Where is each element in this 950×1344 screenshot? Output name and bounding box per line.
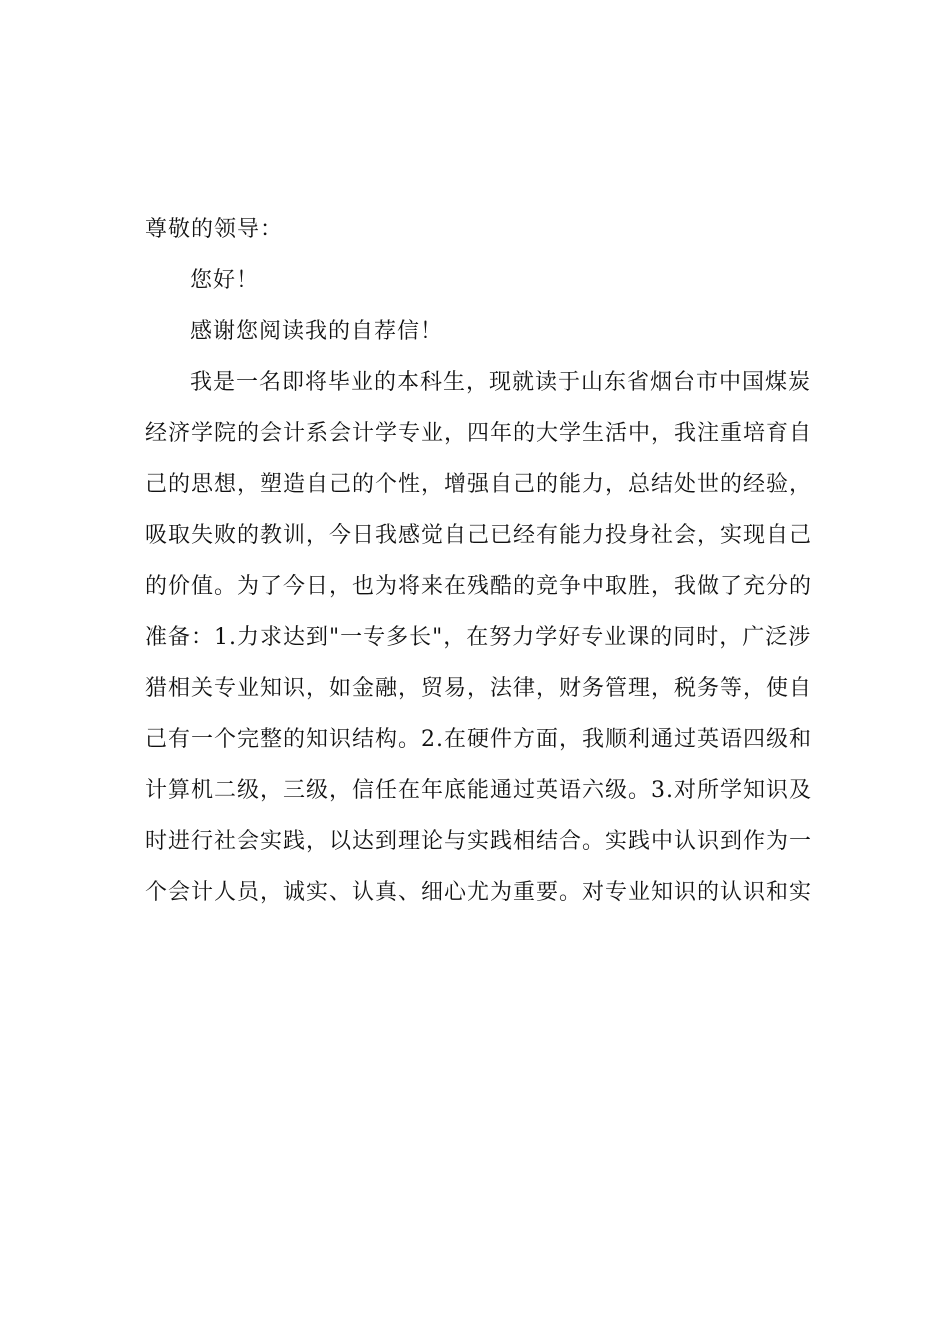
greeting: 您好！ xyxy=(190,268,260,293)
thanks-line: 感谢您阅读我的自荐信！ xyxy=(190,319,444,344)
body-line: 我是一名即将毕业的本科生，现就读于山东省烟台市中国煤炭 xyxy=(190,370,812,395)
body-line: 时进行社会实践，以达到理论与实践相结合。实践中认识到作为一 xyxy=(145,829,813,854)
body-paragraph xyxy=(145,357,813,918)
body-line: 的价值。为了今日，也为将来在残酷的竞争中取胜，我做了充分的 xyxy=(145,574,813,599)
body-line: 猎相关专业知识，如金融，贸易，法律，财务管理，税务等，使自 xyxy=(145,676,813,701)
letter-body xyxy=(145,204,813,918)
salutation: 尊敬的领导： xyxy=(145,217,284,242)
body-line: 计算机二级，三级，信任在年底能通过英语六级。3.对所学知识及 xyxy=(145,778,812,803)
body-line: 吸取失败的教训，今日我感觉自己已经有能力投身社会，实现自己 xyxy=(145,523,813,548)
body-line: 个会计人员，诚实、认真、细心尤为重要。对专业知识的认识和实 xyxy=(145,880,813,905)
body-line: 己的思想，塑造自己的个性，增强自己的能力，总结处世的经验， xyxy=(145,472,813,497)
body-line: 己有一个完整的知识结构。2.在硬件方面，我顺利通过英语四级和 xyxy=(145,727,812,752)
body-line: 准备：1.力求达到"一专多长"，在努力学好专业课的同时，广泛涉 xyxy=(145,625,812,650)
body-line: 经济学院的会计系会计学专业，四年的大学生活中，我注重培育自 xyxy=(145,421,813,446)
